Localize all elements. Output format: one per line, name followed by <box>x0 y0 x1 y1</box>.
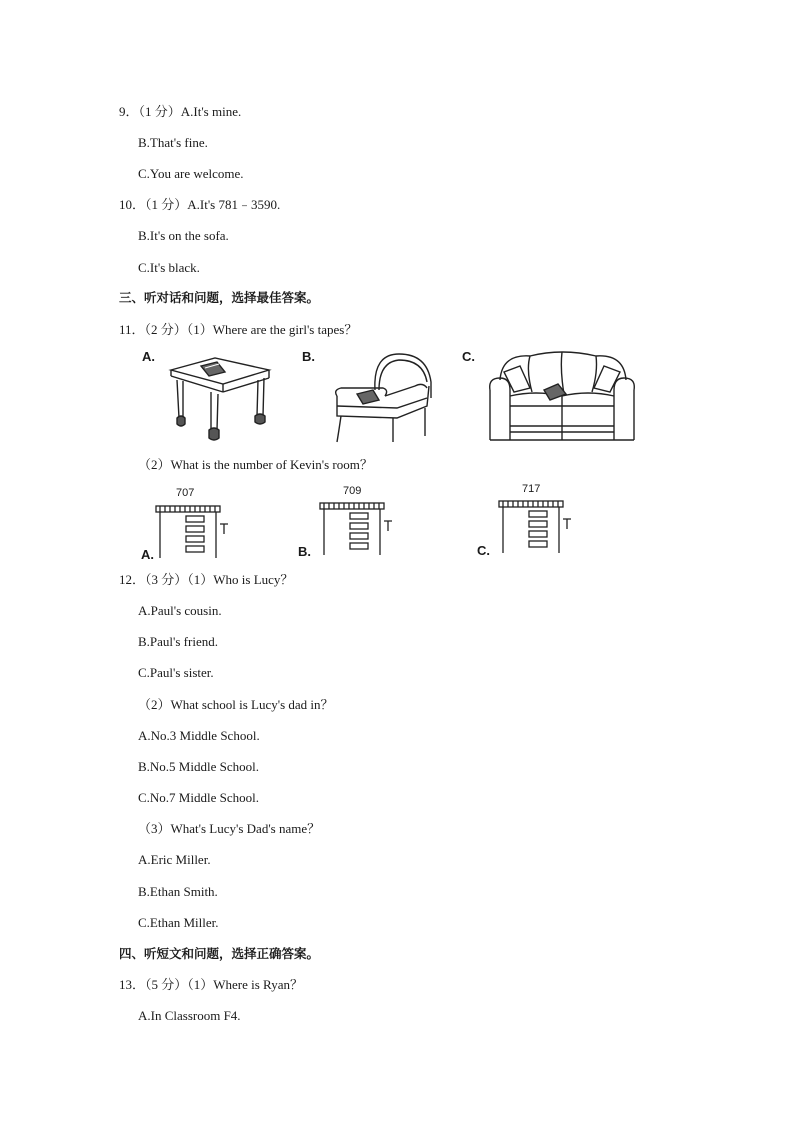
q12-sub2: （2）What school is Lucy's dad in？ <box>138 697 334 712</box>
q12-s1-option-b: B.Paul's friend. <box>138 634 218 649</box>
q12-s2-option-b: B.No.5 Middle School. <box>138 759 259 774</box>
q9-option-b: B.That's fine. <box>138 135 208 150</box>
q11-stem: 11．（2 分）（1）Where are the girl's tapes？ <box>119 322 358 337</box>
q12-stem: 12．（3 分）（1）Who is Lucy？ <box>119 572 294 587</box>
q12-s1-option-a: A.Paul's cousin. <box>138 603 222 618</box>
room-number-707: 707 <box>176 487 195 499</box>
table-illustration <box>165 352 275 444</box>
q11-pic-label-a: A. <box>142 349 155 364</box>
q11-pic-label-b: B. <box>302 349 315 364</box>
q10-option-c: C.It's black. <box>138 260 200 275</box>
q11-room-label-c: C. <box>477 543 490 558</box>
room-number-717: 717 <box>522 483 541 495</box>
door-707-illustration <box>154 500 230 560</box>
q12-s2-option-a: A.No.3 Middle School. <box>138 728 260 743</box>
q12-s1-option-c: C.Paul's sister. <box>138 665 214 680</box>
section-3-heading: 三、听对话和问题，选择最佳答案。 <box>119 290 320 305</box>
q10-stem: 10．（1 分）A.It's 781﹣3590. <box>119 197 281 212</box>
q9-option-c: C.You are welcome. <box>138 166 244 181</box>
q11-room-label-a: A. <box>141 547 154 562</box>
q12-s2-option-c: C.No.7 Middle School. <box>138 790 259 805</box>
section-4-heading: 四、听短文和问题，选择正确答案。 <box>119 946 320 961</box>
armchair-illustration <box>327 350 437 445</box>
sofa-illustration <box>486 350 638 444</box>
q12-s3-option-a: A.Eric Miller. <box>138 852 211 867</box>
q11-sub2: （2）What is the number of Kevin's room？ <box>138 457 373 472</box>
q12-sub3: （3）What's Lucy's Dad's name？ <box>138 821 321 836</box>
door-709-illustration <box>318 497 394 557</box>
q13-stem: 13．（5 分）（1）Where is Ryan？ <box>119 977 303 992</box>
q12-s3-option-b: B.Ethan Smith. <box>138 884 218 899</box>
q11-pic-label-c: C. <box>462 349 475 364</box>
q10-option-b: B.It's on the sofa. <box>138 228 229 243</box>
q13-option-a: A.In Classroom F4. <box>138 1008 241 1023</box>
q11-room-label-b: B. <box>298 544 311 559</box>
q12-s3-option-c: C.Ethan Miller. <box>138 915 219 930</box>
door-717-illustration <box>497 495 573 555</box>
q9-stem: 9．（1 分）A.It's mine. <box>119 104 242 119</box>
room-number-709: 709 <box>343 485 362 497</box>
